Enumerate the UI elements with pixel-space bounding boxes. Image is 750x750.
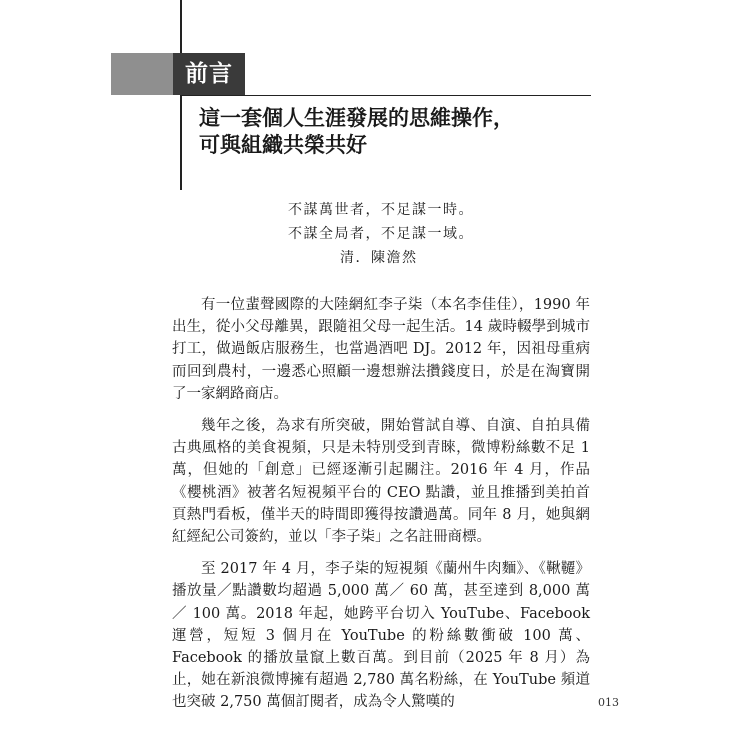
page-number: 013 xyxy=(598,696,619,709)
paragraph: 幾年之後，為求有所突破，開始嘗試自導、自演、自拍具備古典風格的美食視頻，只是未特別受到青睞，微博粉絲數不足 1 萬，但她的「創意」已經逐漸引起關注。2016 年 4 月，作品《櫻桃酒》被著名短視頻平台的 CEO 點讚，並且推播到美拍首頁熱門看板，僅半天的時間即獲得按讚過萬。同年 8 月，她與網紅經紀公司簽約，並以「李子柒」之名註冊商標。 xyxy=(172,418,590,546)
section-label: 前言 xyxy=(173,53,245,95)
epigraph-line-2: 不謀全局者，不足謀一域。 xyxy=(288,226,474,242)
epigraph-line-1: 不謀萬世者，不足謀一時。 xyxy=(288,202,474,218)
title-rule xyxy=(181,95,591,96)
epigraph-attribution: 清．陳澹然 xyxy=(340,250,418,266)
epigraph xyxy=(288,198,588,270)
paragraph: 有一位蜚聲國際的大陸網紅李子柒（本名李佳佳），1990 年出生，從小父母離異，跟隨祖父母一起生活。14 歲時輟學到城市打工，做過飯店服務生，也當過酒吧 DJ。2012 年，因祖母重病而回到農村，一邊悉心照顧一邊想辦法攢錢度日，於是在淘寶開了一家網路商店。 xyxy=(172,297,590,402)
section-tab-accent xyxy=(111,53,173,95)
paragraph: 至 2017 年 4 月，李子柒的短視頻《蘭州牛肉麵》、《鞦韆》播放量／點讚數均超過 5,000 萬／ 60 萬，甚至達到 8,000 萬／ 100 萬。2018 年起，她跨平台切入 YouTube、Facebook 運營，短短 3 個月在 YouTube 的粉絲數衝破 100 萬、Facebook 的播放量竄上數百萬。到目前（2025 年 8 月）為止，她在新浪微博擁有超過 2,780 萬名粉絲，在 YouTube 頻道也突破 2,750 萬個訂閱者，成為令人驚嘆的 xyxy=(172,561,590,711)
chapter-title-line-1: 這一套個人生涯發展的思維操作， xyxy=(199,105,514,130)
chapter-title-line-2: 可與組織共榮共好 xyxy=(199,132,367,157)
chapter-title xyxy=(199,104,579,158)
body-text xyxy=(172,294,590,724)
